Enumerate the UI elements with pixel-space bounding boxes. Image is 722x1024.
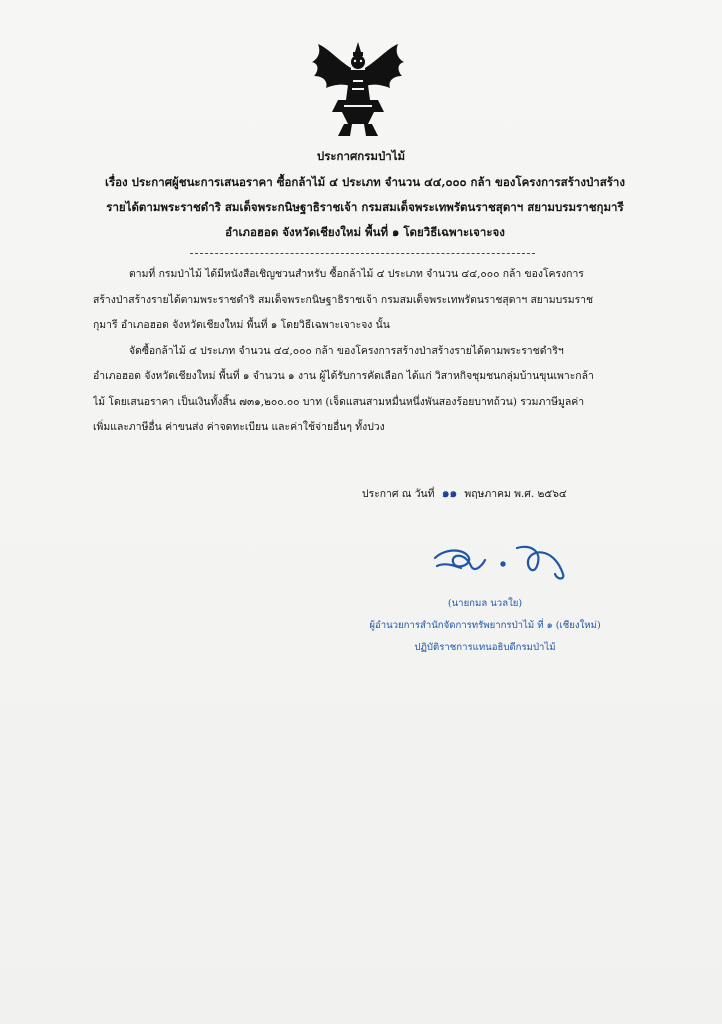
- body-line: สร้างป่าสร้างรายได้ตามพระราชดำริ สมเด็จพระกนิษฐาธิราชเจ้า กรมสมเด็จพระเทพรัตนราชสุดาฯ สยามบรมราช: [93, 293, 594, 306]
- subject-line: เรื่อง ประกาศผู้ชนะการเสนอราคา ซื้อกล้าไม้ ๔ ประเภท จำนวน ๔๔,๐๐๐ กล้า ของโครงการสร้างป่าสร้าง: [105, 175, 625, 189]
- body-line: ไม้ โดยเสนอราคา เป็นเงินทั้งสิ้น ๗๓๑,๒๐๐.๐๐ บาท (เจ็ดแสนสามหมื่นหนึ่งพันสองร้อยบาทถ้วน) รวมภาษีมูลค่า: [93, 395, 585, 408]
- body-line: กุมารี อำเภอฮอด จังหวัดเชียงใหม่ พื้นที่ ๑ โดยวิธีเฉพาะเจาะจง นั้น: [93, 319, 390, 331]
- announcement-body: [93, 262, 653, 441]
- date-day: ๑๑: [441, 486, 458, 500]
- signature-icon: [425, 536, 575, 584]
- signature-block: [330, 593, 640, 659]
- signatory-position: ผู้อำนวยการสำนักจัดการทรัพยากรป่าไม้ ที่ ๑ (เชียงใหม่): [369, 620, 601, 631]
- body-line: ตามที่ กรมป่าไม้ ได้มีหนังสือเชิญชวนสำหรับ ซื้อกล้าไม้ ๔ ประเภท จำนวน ๔๔,๐๐๐ กล้า ของโครงการ: [129, 268, 584, 280]
- subject-line: รายได้ตามพระราชดำริ สมเด็จพระกนิษฐาธิราชเจ้า กรมสมเด็จพระเทพรัตนราชสุดาฯ สยามบรมราชกุมารี: [106, 200, 624, 214]
- garuda-emblem-icon: [308, 40, 408, 140]
- body-line: อำเภอฮอด จังหวัดเชียงใหม่ พื้นที่ ๑ จำนวน ๑ งาน ผู้ได้รับการคัดเลือก ได้แก่ วิสาหกิจชุมชนกลุ่มบ้านขุนเพาะกล้า: [93, 370, 594, 382]
- signatory-acting-for: ปฏิบัติราชการแทนอธิบดีกรมป่าไม้: [414, 642, 556, 653]
- department-title: ประกาศกรมป่าไม้: [316, 149, 406, 163]
- body-line: เพิ่มและภาษีอื่น ค่าขนส่ง ค่าจดทะเบียน และค่าใช้จ่ายอื่นๆ ทั้งปวง: [93, 421, 385, 433]
- date-month-year: พฤษภาคม พ.ศ. ๒๕๖๔: [464, 488, 567, 500]
- signatory-name: (นายกมล นวลใย): [447, 598, 523, 609]
- separator-line: [190, 253, 535, 254]
- announcement-date: [362, 484, 567, 503]
- body-line: จัดซื้อกล้าไม้ ๔ ประเภท จำนวน ๔๔,๐๐๐ กล้า ของโครงการสร้างป่าสร้างรายได้ตามพระราชดำริฯ: [129, 344, 564, 357]
- date-prefix: ประกาศ ณ วันที่: [362, 488, 435, 500]
- subject-line: อำเภอฮอด จังหวัดเชียงใหม่ พื้นที่ ๑ โดยวิธีเฉพาะเจาะจง: [225, 225, 505, 239]
- subject-block: [70, 170, 660, 245]
